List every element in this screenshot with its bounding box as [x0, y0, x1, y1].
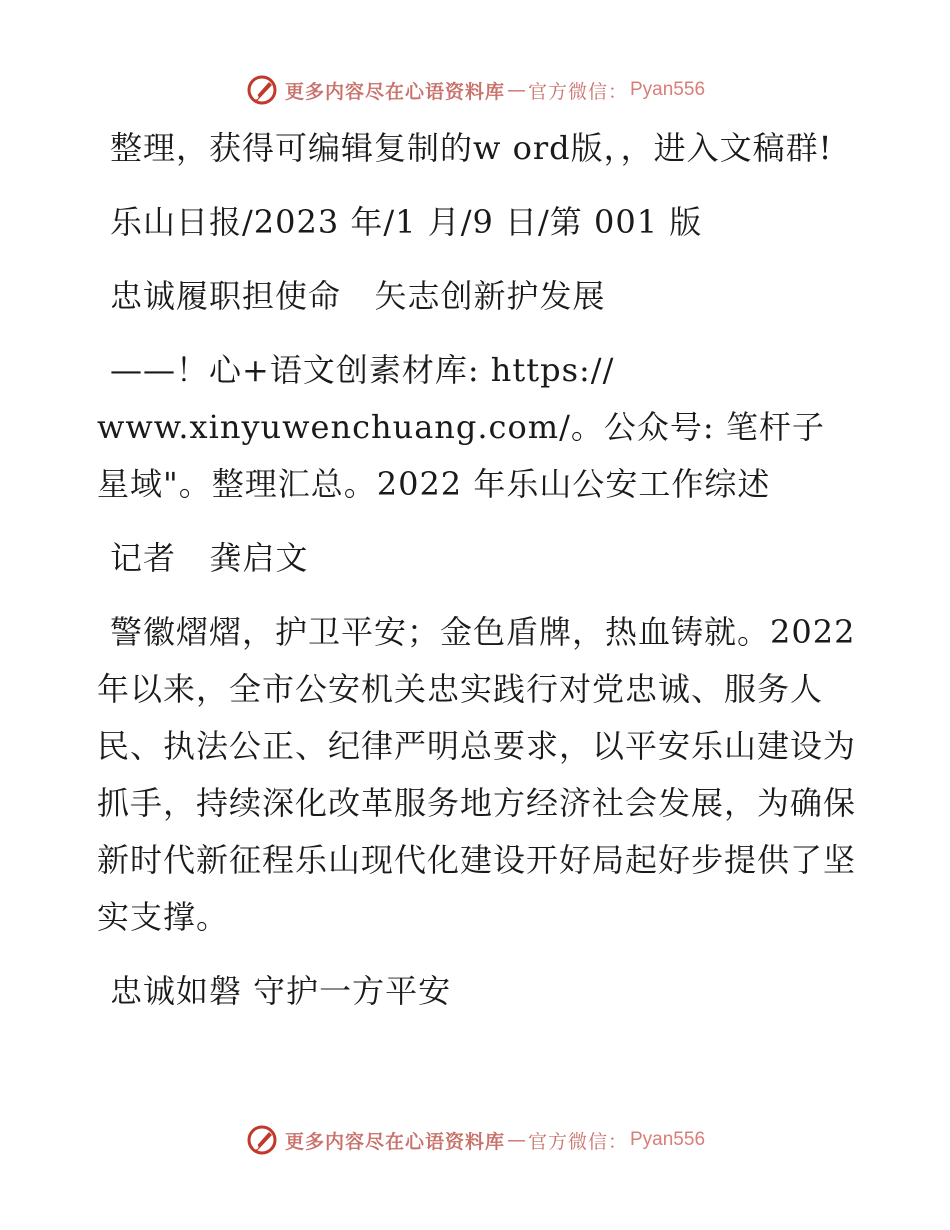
banner-wechat-id: Pyan556 [630, 1129, 706, 1150]
banner-main-text: 更多内容尽在心语资料库 [284, 80, 505, 103]
section-heading: 忠诚如磐 守护一方平安 [110, 972, 452, 1010]
paragraph: 整理，获得可编辑复制的w ord版，，进入文稿群! [110, 129, 833, 167]
paragraph: 乐山日报/2023 年/1 月/9 日/第 001 版 [110, 203, 703, 241]
banner-dash: — [506, 1129, 526, 1151]
byline: 记者 龚启文 [110, 539, 309, 577]
footer-banner [0, 1120, 950, 1160]
header-banner [0, 70, 950, 110]
banner-dash: — [506, 79, 526, 101]
paragraph: ——！心+语文创素材库: https:// www.xinyuwenchuang.com/。公众号: 笔杆子星域"。整理汇总。2022 年乐山公安工作综述 [97, 351, 825, 503]
quill-pen-circle-icon [245, 1123, 279, 1157]
banner-wechat-id: Pyan556 [630, 79, 706, 100]
paragraph: 警徽熠熠，护卫平安；金色盾牌，热血铸就。2022 年以来，全市公安机关忠实践行对党忠诚、服务人民、执法公正、纪律严明总要求，以平安乐山建设为抓手，持续深化改革服务地方经济社会发展，为确保新时代新征程乐山现代化建设开好局起好步提供了坚实支撑。 [97, 613, 867, 936]
banner-sub-text: 官方微信： [527, 1130, 628, 1153]
banner-main-text: 更多内容尽在心语资料库 [284, 1130, 505, 1153]
document-body [97, 120, 867, 1037]
banner-sub-text: 官方微信： [527, 80, 628, 103]
article-title: 忠诚履职担使命 矢志创新护发展 [110, 277, 606, 315]
quill-pen-circle-icon [245, 73, 279, 107]
